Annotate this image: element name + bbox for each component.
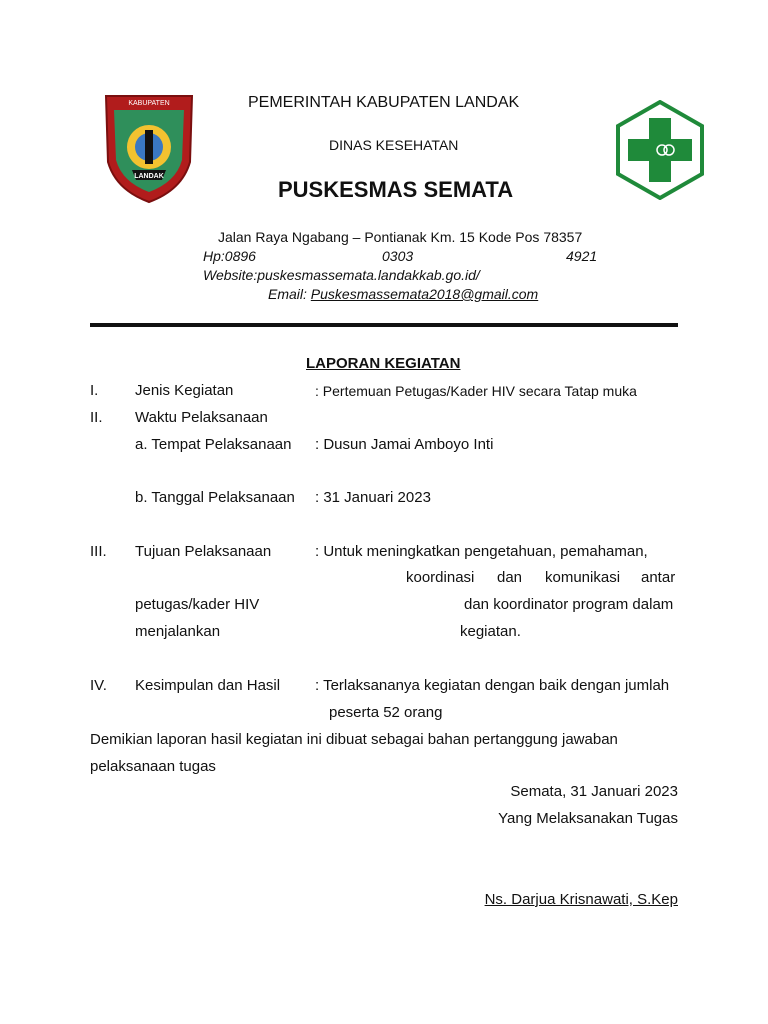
item-iv-value: : Terlaksananya kegiatan dengan baik dengan jumlah bbox=[315, 677, 670, 694]
item-iii-line2-word3: komunikasi bbox=[545, 569, 621, 586]
signature-place-date: Semata, 31 Januari 2023 bbox=[510, 783, 678, 800]
item-ii-a-value: : Dusun Jamai Amboyo Inti bbox=[315, 436, 494, 453]
item-iii-line2-word4: antar bbox=[641, 569, 676, 586]
item-iii-line4-left: menjalankan bbox=[135, 623, 221, 640]
item-ii-a-label: a. Tempat Pelaksanaan bbox=[135, 436, 292, 453]
item-iii-label: Tujuan Pelaksanaan bbox=[135, 543, 272, 560]
item-iii-line3-right: dan koordinator program dalam bbox=[464, 596, 674, 613]
item-iii-line2-word1: koordinasi bbox=[406, 569, 475, 586]
item-iii-line3-left: petugas/kader HIV bbox=[135, 596, 260, 613]
header-puskesmas: PUSKESMAS SEMATA bbox=[278, 177, 514, 202]
item-iii-number: III. bbox=[90, 543, 107, 560]
header-address: Jalan Raya Ngabang – Pontianak Km. 15 Kode Pos 78357 bbox=[218, 229, 583, 245]
puskesmas-cross-logo bbox=[616, 100, 704, 200]
closing-line2: pelaksanaan tugas bbox=[90, 758, 216, 775]
item-ii-number: II. bbox=[90, 409, 103, 426]
item-ii-label: Waktu Pelaksanaan bbox=[135, 409, 268, 426]
header-email-label: Email: bbox=[268, 286, 311, 302]
header-website: Website:puskesmassemata.landakkab.go.id/ bbox=[203, 267, 480, 283]
item-iii-line4-right: kegiatan. bbox=[460, 623, 521, 640]
header-email bbox=[268, 286, 538, 302]
header-hp-label: Hp:0896 bbox=[203, 248, 256, 264]
item-iv-label: Kesimpulan dan Hasil bbox=[135, 677, 281, 694]
header-department: DINAS KESEHATAN bbox=[329, 137, 459, 153]
header-hp-mid: 0303 bbox=[382, 248, 414, 264]
item-ii-b-value: : 31 Januari 2023 bbox=[315, 489, 431, 506]
item-iv-value-cont: peserta 52 orang bbox=[329, 704, 443, 721]
header-hp-end: 4921 bbox=[566, 248, 598, 264]
closing-line1: Demikian laporan hasil kegiatan ini dibuat sebagai bahan pertanggung jawaban bbox=[90, 731, 618, 748]
header-government: PEMERINTAH KABUPATEN LANDAK bbox=[248, 94, 520, 111]
kabupaten-landak-logo bbox=[102, 92, 196, 204]
item-i-number: I. bbox=[90, 382, 99, 399]
logo-text-top: KABUPATEN bbox=[128, 100, 170, 107]
letterhead-divider bbox=[90, 323, 678, 327]
item-iii-line1: : Untuk meningkatkan pengetahuan, pemahaman, bbox=[315, 543, 648, 560]
header-email-link[interactable]: Puskesmassemata2018@gmail.com bbox=[310, 286, 539, 302]
signature-role: Yang Melaksanakan Tugas bbox=[498, 810, 678, 827]
item-iv-number: IV. bbox=[90, 677, 107, 694]
item-iii-line2-word2: dan bbox=[497, 569, 523, 586]
report-title: LAPORAN KEGIATAN bbox=[306, 355, 461, 372]
item-i-label: Jenis Kegiatan bbox=[135, 382, 234, 399]
logo-text-bottom: LANDAK bbox=[134, 173, 164, 180]
item-ii-b-label: b. Tanggal Pelaksanaan bbox=[135, 489, 295, 506]
signature-name: Ns. Darjua Krisnawati, S.Kep bbox=[484, 891, 678, 908]
item-i-value: : Pertemuan Petugas/Kader HIV secara Tatap muka bbox=[315, 383, 637, 399]
